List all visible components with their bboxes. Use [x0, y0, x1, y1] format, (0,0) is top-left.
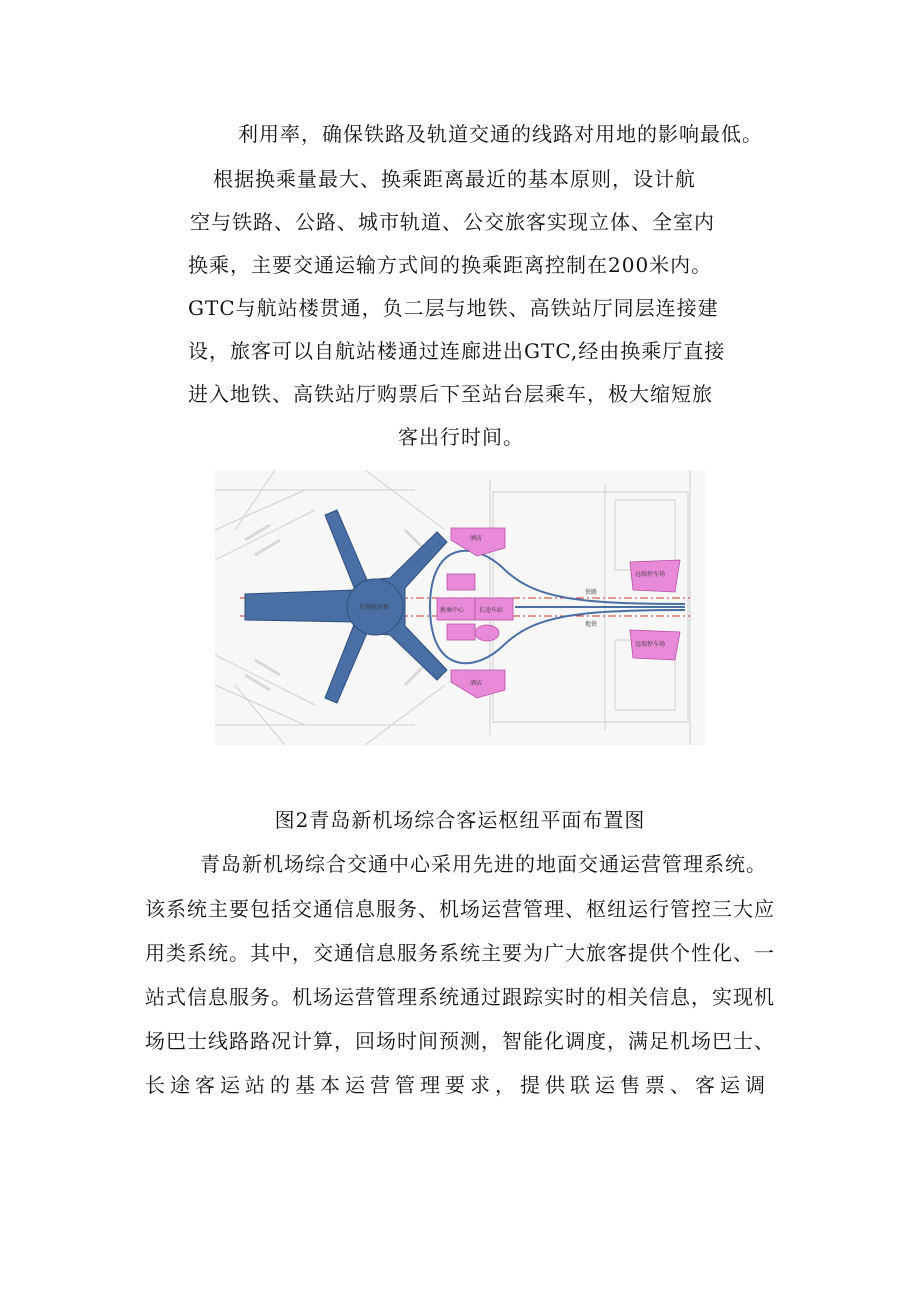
- text-line: 青岛新机场综合交通中心采用先进的地面交通运营管理系统。: [200, 852, 767, 876]
- text-line: 用类系统。其中，交通信息服务系统主要为广大旅客提供个性化、一: [145, 941, 775, 965]
- text-line: 利用率，确保铁路及轨道交通的线路对用地的影响最低。: [238, 122, 763, 146]
- text-line: GTC与航站楼贯通，负二层与地铁、高铁站厅同层连接建: [188, 296, 719, 320]
- text-line: 根据换乘量最大、换乘距离最近的基本原则，设计航: [213, 167, 696, 191]
- figure-caption: 图2青岛新机场综合客运枢纽平面布置图: [274, 808, 646, 832]
- parking-bottom-label: 远端停车场: [635, 641, 666, 648]
- text-line: 进入地铁、高铁站厅购票后下至站台层乘车，极大缩短旅: [188, 382, 713, 406]
- terminal-label: 近期航站楼: [359, 604, 390, 611]
- text-line: 设，旅客可以自航站楼通过连廊进出GTC,经由换乘厅直接: [188, 339, 726, 363]
- text-line: 客出行时间。: [398, 425, 524, 449]
- text-line: 换乘，主要交通运输方式间的换乘距离控制在200米内。: [188, 253, 713, 277]
- transfer-center-label: 换乘中心: [440, 607, 465, 614]
- parking-top-label: 远端停车场: [635, 571, 666, 578]
- site-plan-figure: [215, 470, 705, 745]
- hotel-bottom-label: 酒店: [470, 680, 483, 687]
- text-line: 长途客运站的基本运营管理要求，提供联运售票、客运调: [145, 1073, 770, 1097]
- metro-label: 地铁: [585, 621, 598, 628]
- text-line: 该系统主要包括交通信息服务、机场运营管理、枢纽运行管控三大应: [145, 897, 775, 921]
- railway-label: 铁路: [585, 589, 598, 596]
- text-line: 站式信息服务。机场运营管理系统通过跟踪实时的相关信息，实现机: [145, 985, 775, 1009]
- long-distance-station-label: 长途车站: [479, 607, 504, 614]
- site-plan-map: [215, 470, 705, 745]
- text-line: 场巴士线路路况计算，回场时间预测，智能化调度，满足机场巴士、: [145, 1029, 775, 1053]
- hotel-top-label: 酒店: [470, 535, 483, 542]
- text-line: 空与铁路、公路、城市轨道、公交旅客实现立体、全室内: [190, 210, 715, 234]
